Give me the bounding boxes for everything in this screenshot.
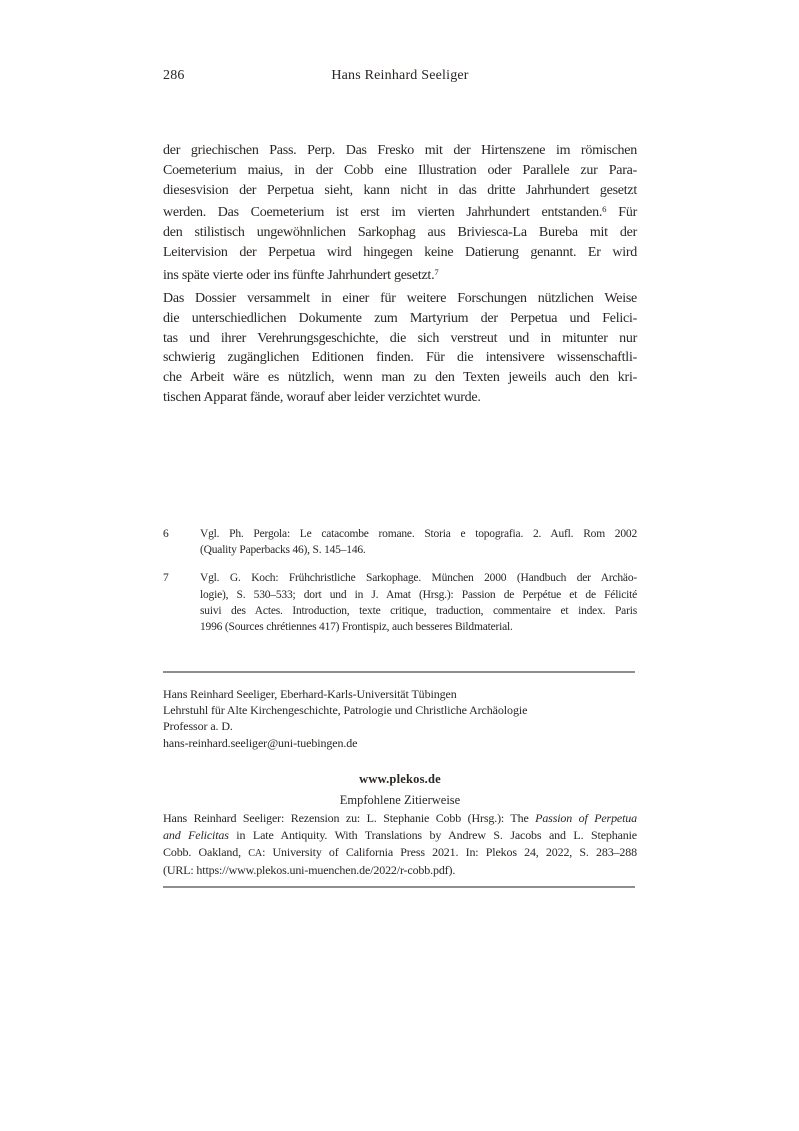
text-line: den stilistisch ungewöhnlichen Sarkophag aus Briviesca-La Bureba mit der [163,225,637,241]
divider-rule-top [163,671,635,673]
author-affiliation-block [163,686,637,751]
footnote-number: 7 [163,572,169,585]
citation-heading: Empfohlene Zitierweise [339,793,461,807]
recommended-citation [163,810,637,879]
text-line: Coemeterium maius, in der Cobb eine Illustration oder Parallele zur Para- [163,162,637,178]
text-line: (Quality Paperbacks 46), S. 145–146. [200,544,366,557]
text-line: Das Dossier versammelt in einer für weitere Forschungen nützlichen Weise [163,291,637,306]
body-paragraph-2 [163,289,637,408]
text-line: Cobb. Oakland, CA: University of California Press 2021. In: Plekos 24, 2022, S. 283–288 [163,844,637,859]
footnote-7 [163,570,637,635]
text-line: die unterschiedlichen Dokumente zum Martyrium der Perpetua und Felici- [163,310,637,326]
text-line: Leitervision der Perpetua wird hingegen keine Datierung genannt. Er wird [163,244,637,260]
text-line: che Arbeit wäre es nützlich, wenn man zu den Texten jeweils auch den kri- [163,370,637,386]
text-line: diesesvision der Perpetua sieht, kann nicht in das dritte Jahrhundert gesetzt [163,182,637,198]
text-line: suivi des Actes. Introduction, texte critique, traduction, commentaire et index. Paris [200,604,637,617]
text-line: werden. Das Coemeterium ist erst im vierten Jahrhundert entstanden.$^6$ Für [163,204,637,221]
divider-rule-bottom [163,886,635,888]
text-line: tas und ihrer Verehrungsgeschichte, die sich verstreut und in mitunter nur [163,330,637,346]
text-line: der griechischen Pass. Perp. Das Fresko mit der Hirtenszene im römischen [163,143,637,158]
footnote-number: 6 [163,528,169,540]
page-number: 286 [163,68,185,83]
text-line: logie), S. 530–533; dort und in J. Amat (Hrsg.): Passion de Perpétue et de Félicité [200,588,637,601]
text-line: 1996 (Sources chrétiennes 417) Frontispiz, auch besseres Bildmaterial. [200,621,513,634]
text-line: (URL: https://www.plekos.uni-muenchen.de/2022/r-cobb.pdf). [163,863,456,878]
text-line: Vgl. G. Koch: Frühchristliche Sarkophage. München 2000 (Handbuch der Archäo- [200,572,637,585]
text-line: ins späte vierte oder ins fünfte Jahrhundert gesetzt.$^7$ [163,266,439,283]
text-line: Lehrstuhl für Alte Kirchengeschichte, Patrologie und Christliche Archäologie [163,703,528,718]
footnotes-section [163,526,637,647]
text-line: Professor a. D. [163,719,233,734]
journal-website: www.plekos.de [359,772,441,786]
footnote-6 [163,526,637,558]
text-line: Vgl. Ph. Pergola: Le catacombe romane. Storia e topografia. 2. Aufl. Rom 2002 [200,528,637,540]
text-line: Hans Reinhard Seeliger: Rezension zu: L. Stephanie Cobb (Hrsg.): The Passion of Perpetua [163,811,637,825]
text-line: Hans Reinhard Seeliger, Eberhard-Karls-Universität Tübingen [163,687,457,701]
footnote-text [200,570,637,635]
text-line: hans-reinhard.seeliger@uni-tuebingen.de [163,735,358,750]
running-head-author: Hans Reinhard Seeliger [331,68,469,83]
footnote-text [200,526,637,558]
text-line: schwierig zugänglichen Editionen finden. Für die intensivere wissenschaftli- [163,350,637,366]
text-line: and Felicitas in Late Antiquity. With Translations by Andrew S. Jacobs and L. Stephanie [163,827,637,842]
text-line: tischen Apparat fände, worauf aber leider verzichtet wurde. [163,389,481,405]
body-paragraph-1 [163,141,637,285]
